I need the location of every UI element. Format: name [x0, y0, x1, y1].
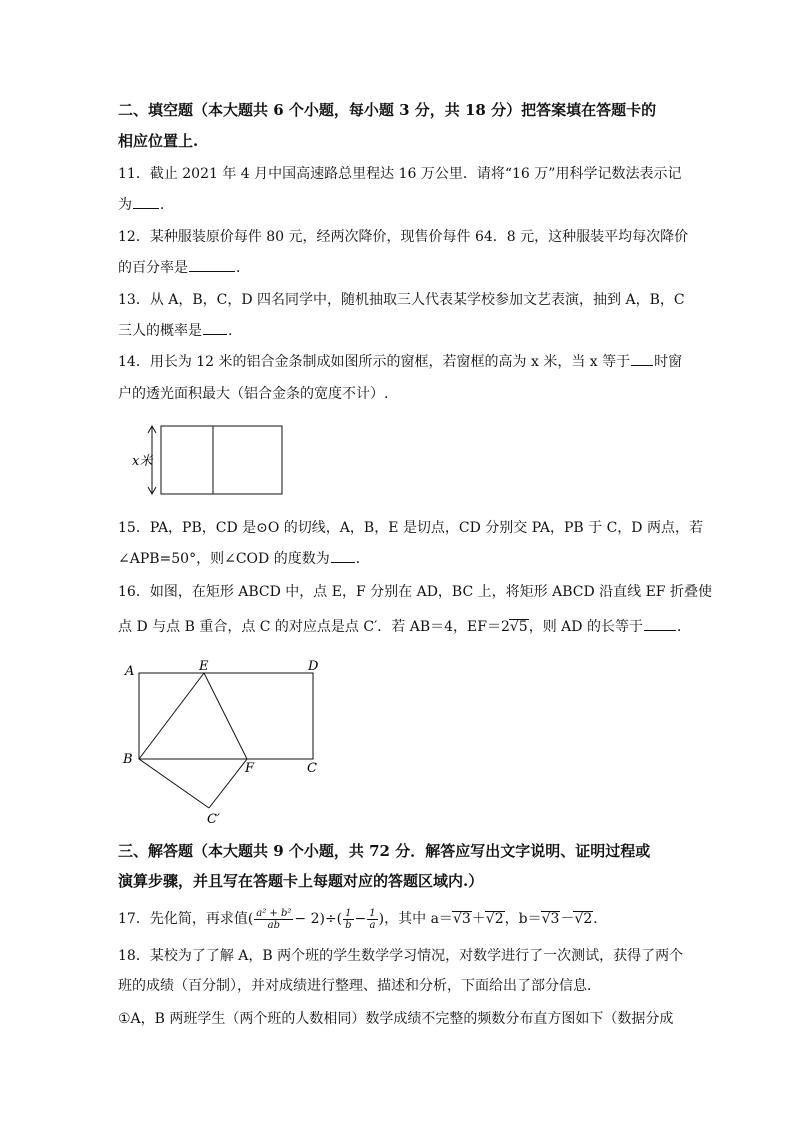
section2-heading-line1: 二、填空题（本大题共 6 个小题，每小题 3 分，共 18 分）把答案填在答题卡的: [118, 101, 657, 119]
sqrt-5: √5: [509, 619, 528, 635]
q13-line1: 13．从 A，B，C，D 四名同学中，随机抽取三人代表某学校参加文艺表演，抽到 A，B，C: [118, 292, 685, 308]
q12-line2-pre: 的百分率是: [118, 260, 188, 276]
q16-line1: 16．如图，在矩形 ABCD 中，点 E，F 分别在 AD，BC 上，将矩形 ABCD 沿直线 EF 折叠使: [118, 584, 712, 600]
q15-line1: 15．PA，PB，CD 是⊙O 的切线，A，B，E 是切点，CD 分别交 PA，PB 于 C，D 两点，若: [118, 520, 703, 536]
q12-line2-post: ．: [236, 260, 250, 276]
q18-line1: 18．某校为了了解 A，B 两个班的学生数学学习情况，对数学进行了一次测试，获得了两个: [118, 948, 684, 964]
window-frame-outline: [161, 426, 282, 494]
q12-line2: [118, 258, 250, 278]
q17-plus: ＋: [471, 911, 486, 927]
q17-line: [118, 906, 607, 932]
segment-EF: [204, 673, 247, 759]
q11-line1: 11．截止 2021 年 4 月中国高速路总里程达 16 万公里．请将“16 万”用科学记数法表示记: [118, 166, 682, 182]
q11-line2-post: ．: [160, 197, 174, 213]
q17-fraction-3: $\frac{1}{a}$: [369, 907, 376, 931]
q17-minus: −: [354, 911, 367, 927]
q15-line2-post: ．: [355, 551, 370, 567]
q12-line1: 12．某种服装原价每件 80 元，经两次降价，现售价每件 64．8 元，这种服装平均每次降价: [118, 229, 689, 245]
q16-answer-blank[interactable]: [644, 618, 676, 631]
point-E-label: E: [199, 659, 209, 674]
q11-line2-pre: 为: [118, 197, 132, 213]
segment-BCp: [139, 759, 209, 808]
q11-answer-blank[interactable]: [133, 196, 159, 209]
q15-answer-blank[interactable]: [331, 550, 355, 563]
section3-heading-line1: 三、解答题（本大题共 9 个小题，共 72 分．解答应写出文字说明、证明过程或: [118, 842, 651, 860]
q17-fraction-2: $\frac{1}{b}$: [345, 907, 352, 931]
q15-line2-pre: ∠APB=50°，则∠COD 的度数为: [118, 551, 330, 567]
sqrt-3-b: √3: [541, 911, 560, 927]
q14-line2: 户的透光面积最大（铝合金条的宽度不计）.: [118, 386, 389, 402]
q14-answer-blank[interactable]: [631, 353, 653, 366]
q17-post1: )，其中 a＝: [378, 911, 453, 927]
segment-CpF: [209, 759, 247, 808]
sqrt-2-a: √2: [485, 911, 504, 927]
point-B-label: B: [123, 752, 133, 767]
point-Cprime-label: C′: [207, 812, 220, 827]
q13-line2-post: .: [228, 323, 233, 339]
point-A-label: A: [125, 664, 135, 679]
q16-line2-post: ．: [676, 619, 691, 635]
segment-BE: [139, 673, 204, 759]
q14-line1-pre: 14．用长为 12 米的铝合金条制成如图所示的窗框，若窗框的高为 x 米，当 x 等于: [118, 354, 631, 370]
sqrt-3-a: √3: [452, 911, 471, 927]
q18-line3: ①A，B 两班学生（两个班的人数相同）数学成绩不完整的频数分布直方图如下（数据分成: [118, 1011, 674, 1027]
q11-line2: [118, 195, 174, 215]
q14-line1: [118, 352, 682, 372]
point-F-label: F: [245, 761, 255, 776]
sqrt-2-b: √2: [574, 911, 593, 927]
q14-line1-post: 时窗: [654, 354, 683, 370]
q13-line2: [118, 321, 232, 341]
q16-line2-b: ，则 AD 的长等于: [528, 619, 643, 635]
section3-heading-line2: 演算步骤，并且写在答题卡上每题对应的答题区域内.）: [118, 872, 484, 890]
q17-post2: ，b＝: [504, 911, 542, 927]
q15-line2: [118, 549, 370, 569]
q17-end: ．: [593, 911, 608, 927]
q16-rectangle-figure: [118, 655, 338, 830]
q12-answer-blank[interactable]: [189, 259, 235, 272]
section2-heading-line2: 相应位置上.: [118, 132, 199, 150]
q17-fraction-1: $\frac{\text{a² + b²}}{ab}$: [256, 907, 292, 931]
q13-line2-pre: 三人的概率是: [118, 323, 202, 339]
q16-line2-a: 点 D 与点 B 重合，点 C 的对应点是点 C′．若 AB＝4，EF＝2: [118, 619, 510, 635]
q17-mid: − 2)÷(: [294, 911, 343, 927]
q17-pre: 17．先化简，再求值(: [118, 911, 254, 927]
q16-line2: [118, 617, 691, 637]
point-D-label: D: [308, 659, 319, 674]
q18-line2: 班的成绩（百分制），并对成绩进行整理、描述和分析，下面给出了部分信息．: [118, 978, 601, 994]
q13-answer-blank[interactable]: [203, 322, 227, 335]
point-C-label: C: [307, 761, 317, 776]
height-label: x米: [132, 454, 153, 469]
q17-minus2: －: [560, 911, 575, 927]
q14-window-figure: [128, 420, 288, 502]
